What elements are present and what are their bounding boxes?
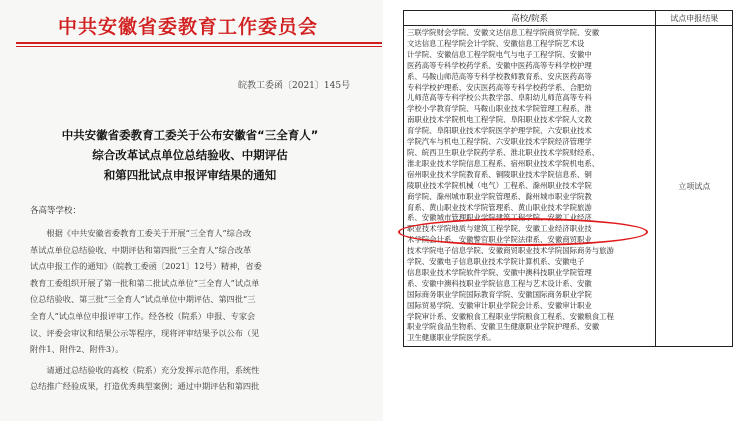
institution-line: 卫生健康职业学院医学系。 xyxy=(407,333,496,343)
institution-line: 医药高等专科学校药学系、安徽中医药高等专科学校护理 xyxy=(407,60,592,70)
results-table xyxy=(403,10,733,347)
institution-line: 文达信息工程学院会计学院、安徽信息工程学院艺术设 xyxy=(407,38,585,48)
institution-line: 三联学院财会学院、安徽文达信息工程学院商贸学院、安徽 xyxy=(407,28,600,37)
body-line: 教育工委组织开展了第一批和第二批试点单位“三全育人”试点单 xyxy=(30,277,260,288)
institution-line: 系、马鞍山师范高等专科学校教师教育系、安庆医药高等 xyxy=(407,71,592,81)
institution-line: 淮北职业技术学院信息工程系、宿州职业技术学院机电系、 xyxy=(407,158,600,168)
institution-line: 儿师范高等专科学校公共教学部、阜阳幼儿师范高等专科 xyxy=(407,93,592,103)
title-line: 综合改革试点单位总结验收、中期评估 xyxy=(92,148,288,162)
institution-line: 计学院、安徽信息工程学院电气与电子工程学院、安徽中 xyxy=(407,49,592,59)
body-line: 总结推广经验成果，打造优秀典型案例；通过中期评估和第四批 xyxy=(30,381,260,392)
header-institution: 高校/院系 xyxy=(404,11,656,26)
table-header-row xyxy=(404,11,733,26)
document-number: 皖教工委函〔2021〕145号 xyxy=(238,81,351,91)
body-line: 试点申报工作的通知》（皖教工委函〔2021〕12号）精神，省委 xyxy=(30,261,262,272)
body-line: 革试点单位总结验收、中期评估和第四批“三全育人”综合改革 xyxy=(30,244,252,255)
title-line: 中共安徽省委教育工委关于公布安徽省“三全育人” xyxy=(61,128,319,142)
institution-line: 职业学院食品生物系、安徽卫生健康职业学院护理系、安徽 xyxy=(407,322,600,332)
notice-title xyxy=(30,125,350,185)
institution-line: 商学院、滁州城市职业学院管理系、滁州城市职业学院教 xyxy=(407,191,592,201)
title-line: 和第四批试点申报评审结果的通知 xyxy=(103,168,277,182)
body-line: 根据《中共安徽省委教育工委关于开展“三全育人”综合改 xyxy=(30,228,252,238)
institution-line: 职业技术学院地质与建筑工程学院、安徽工业经济职业技 xyxy=(407,224,592,234)
institution-line: 育系、黄山职业技术学院管理系、黄山职业技术学院旅游 xyxy=(407,202,592,212)
institution-line: 陵职业技术学院机械（电气）工程系、滁州职业技术学院 xyxy=(407,180,592,190)
institution-line: 术学院会计系、安徽警官职业学院法律系、安徽商贸职业 xyxy=(407,235,592,245)
recipient: 各高等学校： xyxy=(30,206,82,216)
table-row xyxy=(404,26,733,347)
body-line: 请通过总结验收的高校（院系）充分发挥示范作用，系统性 xyxy=(30,364,260,375)
institution-line: 国际商务职业学院国际教育学院、安徽国际商务职业学院 xyxy=(407,289,592,299)
institution-line: 系、安徽城市管理职业学院建筑工程学院、安徽工业经济 xyxy=(407,213,592,223)
institution-line: 学院、安徽电子信息职业技术学院计算机系、安徽电子 xyxy=(407,257,585,267)
result-cell: 立项试点 xyxy=(656,26,733,347)
institution-line: 专科学校护理系、安庆医药高等专科学校药学系、合肥幼 xyxy=(407,82,592,92)
letterhead-rule-thick xyxy=(16,42,382,44)
results-table-page xyxy=(403,10,733,418)
institution-line: 学院汽车与机电工程学院、六安职业技术学院经济管理学 xyxy=(407,137,592,147)
letterhead-rule-thin xyxy=(16,46,382,47)
institution-line: 国际贸易学院、安徽审计职业学院会计系、安徽审计职业 xyxy=(407,300,592,310)
letterhead: 中共安徽省委教育工作委员会 xyxy=(58,16,319,38)
notice-body xyxy=(30,225,380,395)
institution-line: 学校小学教育学院、马鞍山职业技术学院管理工程系、淮 xyxy=(407,104,592,114)
institution-line: 学院审计系、安徽粮食工程职业学院粮食工程系、安徽粮食工程 xyxy=(407,311,614,321)
institution-line: 宿州职业技术学院教育系、铜陵职业技术学院信息系、铜 xyxy=(407,169,592,179)
institution-list-cell xyxy=(404,26,656,347)
institution-line: 育学院、阜阳职业技术学院医学护理学院、六安职业技术 xyxy=(407,126,592,136)
institution-line: 技术学院电子信息学院、安徽商贸职业技术学院国际商务与旅游 xyxy=(407,246,614,256)
body-line: 议、评委会审议和结果公示等程序，现将评审结果予以公布（见 xyxy=(30,327,260,338)
institution-line: 系、安徽中澳科技职业学院信息工程与艺术设计系、安徽 xyxy=(407,278,592,288)
body-line: 附件1、附件2、附件3）。 xyxy=(30,344,124,355)
institution-line: 院、皖西卫生职业学院药学系、淮北职业技术学院财经系、 xyxy=(407,147,600,157)
body-line: 位总结验收、第三批“三全育人”试点单位中期评估、第四批“三 xyxy=(30,294,256,305)
body-line: 全育人”试点单位申报评审工作。经各校（院系）申报、专家会 xyxy=(30,310,256,321)
institution-line: 信息职业技术学院软件学院、安徽中澳科技职业学院管理 xyxy=(407,267,592,277)
header-result: 试点申报结果 xyxy=(656,11,733,26)
institution-line: 南职业技术学院机电工程学院、阜阳职业技术学院人文教 xyxy=(407,115,592,125)
